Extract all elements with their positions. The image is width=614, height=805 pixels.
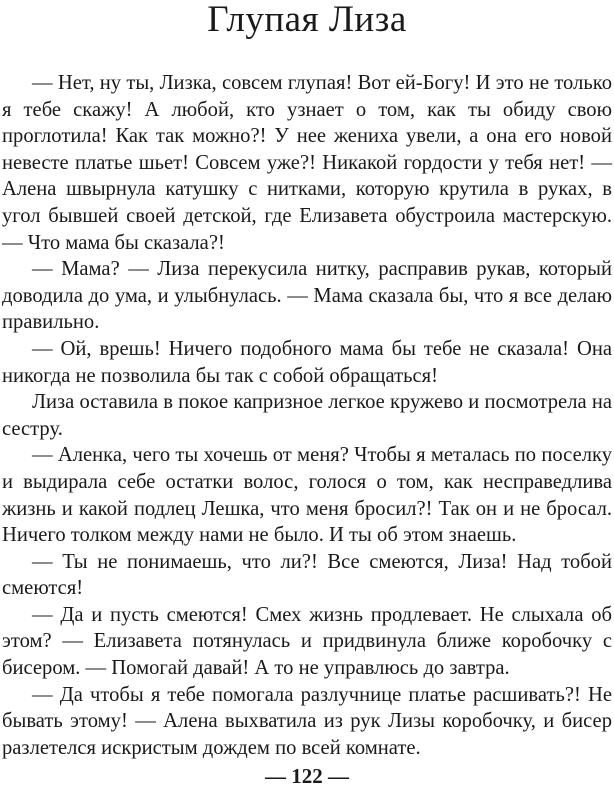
page-number: — 122 — xyxy=(265,764,349,788)
paragraph: Лиза оставила в покое капризное легкое кружево и посмотрела на сестру. xyxy=(2,391,612,440)
paragraph: — Мама? — Лиза перекусила нитку, расправив рукав, который доводила до ума, и улыбнулась. — Мама сказала бы, что я все делаю правильно. xyxy=(2,258,612,334)
paragraph: — Ой, врешь! Ничего подобного мама бы тебе не сказала! Она никогда не позволила бы так с собой обращаться! xyxy=(2,337,612,387)
paragraph: — Ты не понимаешь, что ли?! Все смеются, Лиза! Над тобой смеются! xyxy=(2,550,612,600)
paragraph: — Нет, ну ты, Лизка, совсем глупая! Вот ей-Богу! И это не только я тебе скажу! А любой, кто узнает о том, как ты обиду свою проглотила! Как так можно?! У нее жениха увели, а она его новой невесте платье шьет! Совсем уже?! Никакой гордости у тебя нет! — Алена швырнула катушку с нитками, которую крутила в руках, в угол бывшей своей детской, где Елизавета обустроила мастерскую. — Что мама бы сказала?! xyxy=(2,72,612,254)
paragraph: — Аленка, чего ты хочешь от меня? Чтобы я металась по поселку и выдирала себе остатки волос, голося о том, как несправедлива жизнь и какой подлец Лешка, что меня бросил?! Так он и не бросал. Ничего толком между нами не было. И ты об этом знаешь. xyxy=(2,444,612,547)
chapter-title: Глупая Лиза xyxy=(207,0,407,40)
paragraph: — Да и пусть смеются! Смех жизнь продлевает. Не слыхала об этом? — Елизавета потянулась и придвинула ближе коробочку с бисером. — Помогай давай! А то не управлюсь до завтра. xyxy=(2,603,612,680)
paragraph: — Да чтобы я тебе помогала разлучнице платье расшивать?! Не бывать этому! — Алена выхватила из рук Лизы коробочку, и бисер разлетелся искристым дождем по всей комнате. xyxy=(2,683,612,759)
body-text xyxy=(2,70,612,761)
